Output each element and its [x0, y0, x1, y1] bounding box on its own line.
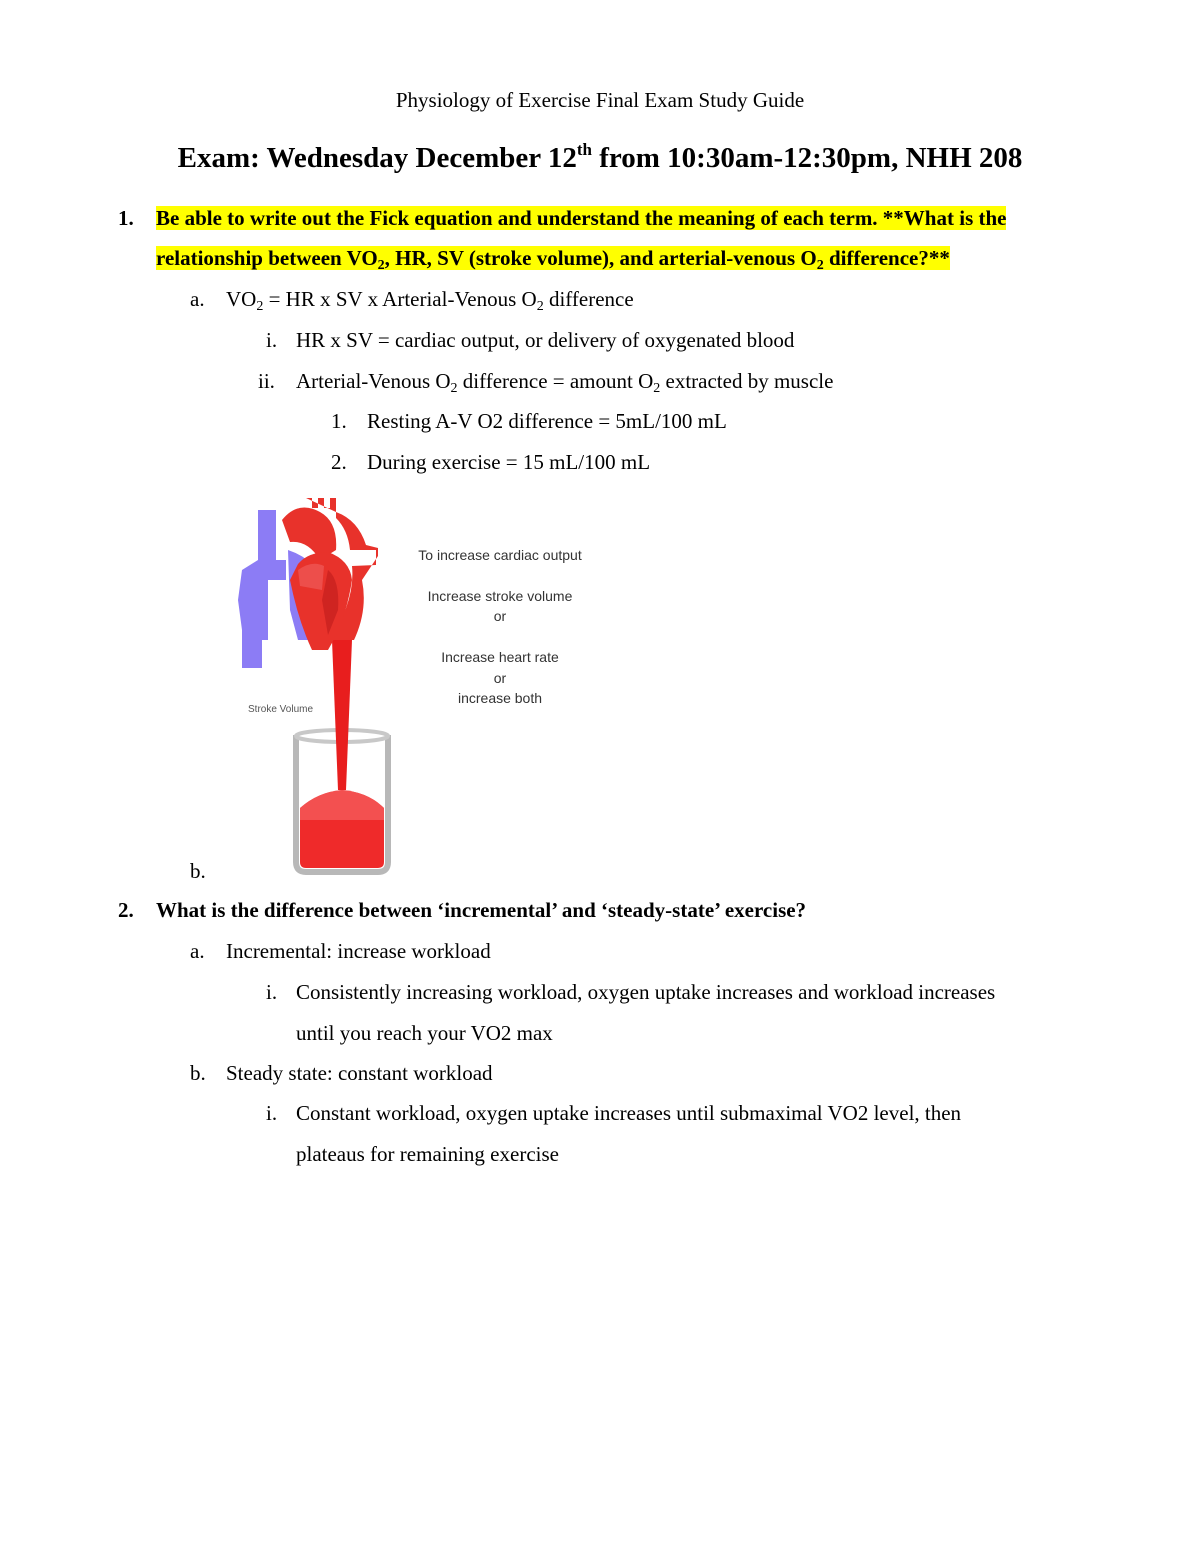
q1-a-ii-marker: ii.	[258, 369, 275, 393]
q1-line2-part-c: difference?**	[823, 246, 950, 270]
stroke-volume-label: Stroke Volume	[248, 704, 314, 715]
figure-caption-or-1: or	[493, 608, 507, 624]
q2-a-text: Incremental: increase workload	[226, 939, 491, 963]
q1-a-marker: a.	[190, 287, 205, 311]
q1-a-i-text: HR x SV = cardiac output, or delivery of oxygenated blood	[296, 328, 795, 352]
document-title: Physiology of Exercise Final Exam Study Guide	[395, 88, 805, 112]
q1-a-ii-sub-1: 2	[450, 381, 458, 396]
q1-a-ii-text-3: extracted by muscle	[660, 369, 834, 393]
q1-line1	[156, 204, 1006, 232]
q1-b-marker: b.	[190, 859, 206, 883]
q1-n2-marker: 2.	[331, 450, 347, 474]
exam-info-heading	[0, 138, 1200, 178]
figure-caption-both: increase both	[457, 690, 543, 706]
q2-a-i-marker: i.	[266, 980, 278, 1004]
q1-a-text	[226, 285, 634, 313]
figure-caption-or-2: or	[493, 670, 507, 686]
q1-line2-part-a: relationship between VO	[156, 246, 378, 270]
q1-n1-marker: 1.	[331, 409, 347, 433]
q1-a-ii-sub-2: 2	[653, 381, 661, 396]
q1-a-i-marker: i.	[266, 328, 278, 352]
q1-number: 1.	[118, 206, 134, 230]
q2-number: 2.	[118, 898, 134, 922]
q2-b-i-line2: plateaus for remaining exercise	[296, 1142, 559, 1166]
figure-caption-stroke-volume: Increase stroke volume	[427, 588, 573, 604]
q2-b-text: Steady state: constant workload	[226, 1061, 493, 1085]
q1-a-ii-text-1: Arterial-Venous O	[296, 369, 451, 393]
q1-line2	[156, 244, 950, 272]
q2-b-i-line1: Constant workload, oxygen uptake increases until submaximal VO2 level, then	[296, 1101, 962, 1125]
q1-n2-text: During exercise = 15 mL/100 mL	[367, 450, 651, 474]
q2-text: What is the difference between ‘incremental’ and ‘steady-state’ exercise?	[156, 898, 807, 922]
q2-a-i-line2: until you reach your VO2 max	[296, 1021, 553, 1045]
q1-a-text-1: VO	[226, 287, 257, 311]
q1-line2-text	[156, 246, 950, 273]
q1-a-sub-2: 2	[536, 299, 544, 314]
q1-a-ii-text	[296, 367, 833, 395]
q1-line1-text: Be able to write out the Fick equation and understand the meaning of each term. **What is the	[156, 206, 1007, 230]
q1-a-sub-1: 2	[256, 299, 264, 314]
q2-b-marker: b.	[190, 1061, 206, 1085]
q1-n1-text: Resting A-V O2 difference = 5mL/100 mL	[367, 409, 727, 433]
q1-line2-sub2: 2	[816, 258, 824, 273]
q2-b-i-marker: i.	[266, 1101, 278, 1125]
q1-line2-part-b: , HR, SV (stroke volume), and arterial-venous O	[384, 246, 817, 270]
q1-a-text-2: = HR x SV x Arterial-Venous O	[263, 287, 537, 311]
q1-a-text-3: difference	[543, 287, 634, 311]
figure-caption-title: To increase cardiac output	[418, 547, 582, 563]
q1-line2-sub1: 2	[377, 258, 385, 273]
exam-time-location: from 10:30am-12:30pm, NHH 208	[592, 142, 1023, 174]
q2-a-i-line1: Consistently increasing workload, oxygen uptake increases and workload increases	[296, 980, 996, 1004]
q2-a-marker: a.	[190, 939, 205, 963]
exam-prefix: Exam: Wednesday December 12	[177, 142, 577, 174]
blood-stream-icon	[332, 640, 352, 790]
exam-date-suffix: th	[576, 140, 592, 159]
q1-a-ii-text-2: difference = amount O	[457, 369, 654, 393]
figure-caption-heart-rate: Increase heart rate	[441, 649, 559, 665]
